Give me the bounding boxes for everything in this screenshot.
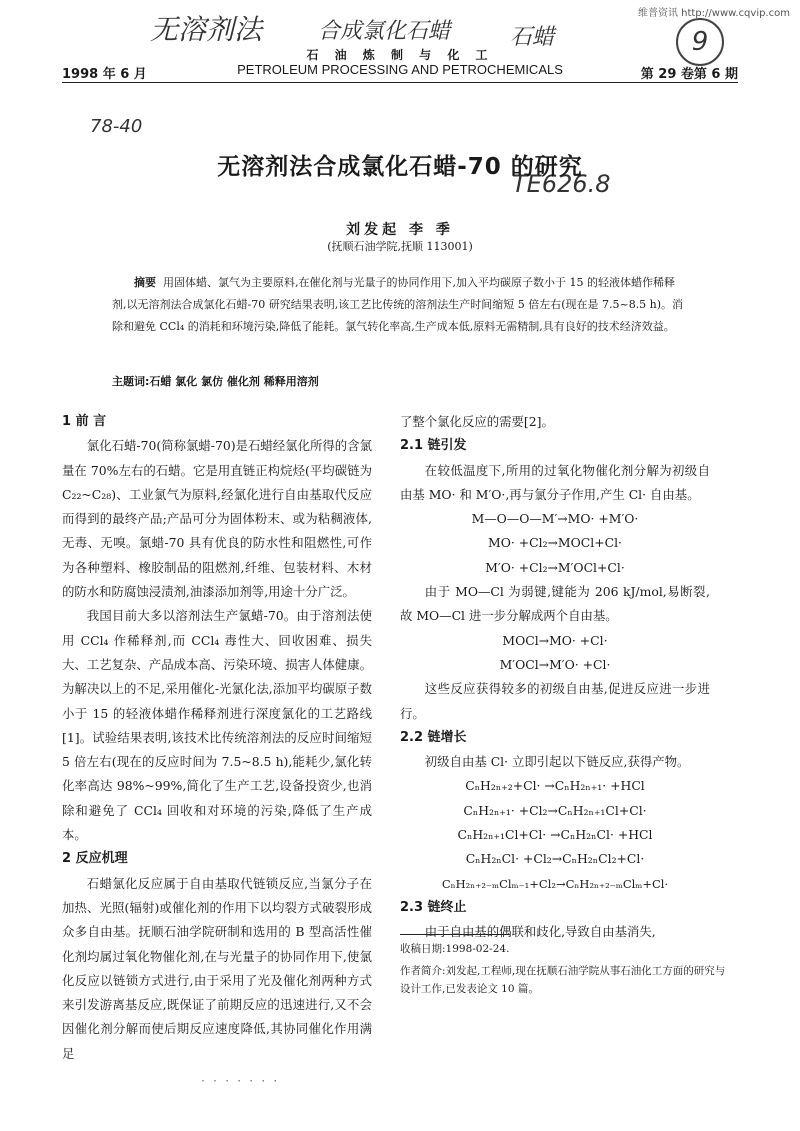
section-heading-introduction: 1 前 言 [62,414,107,429]
equation: CₙH₂ₙ₊₂+Cl· →CₙH₂ₙ₊₁· +HCl [465,778,645,794]
abstract-label: 摘要 [134,276,156,289]
equation: CₙH₂ₙCl· +Cl₂→CₙH₂ₙCl₂+Cl· [465,851,645,867]
paragraph: 石蜡氯化反应属于自由基取代链锁反应,当氯分子在加热、光照(辐射)或催化剂的作用下以均裂方式破裂形成众多自由基。抚顺石油学院研制和选用的 B 型高活性催化剂均属过氧化物催化剂,在与光量子的协同作用下,使氯化反应以链锁方式进行,由于采用了光及催化剂两种方式来引发游离基反应,既保证了前期反应的迅速进行,又不会因催化剂分解而使后期反应速度降低,其协同催化作用满足 [62,875,372,1061]
keywords [112,373,688,389]
left-column [62,410,372,1066]
paragraph: 由于 MO—Cl 为弱键,键能为 206 kJ/mol,易断裂,故 MO—Cl 进一步分解成两个自由基。 [400,584,710,624]
scan-marks: · · · · · · · [200,1076,279,1087]
paragraph: 在较低温度下,所用的过氧化物催化剂分解为初级自由基 MO· 和 M′O·,再与氯分子作用,产生 Cl· 自由基。 [400,462,710,502]
handwritten-note-keyword: 石蜡 [510,25,555,50]
paragraph: 这些反应获得较多的初级自由基,促进反应进一步进行。 [400,681,710,721]
footnote-author-bio: 作者简介:刘发起,工程师,现在抚顺石油学院从事石油化工方面的研究与设计工作,已发表论文 10 篇。 [400,965,726,995]
section-heading-chain-propagation: 2.2 链增长 [400,729,467,745]
authors: 刘发起 李 季 [346,222,454,238]
article-title: 无溶剂法合成氯化石蜡-70 的研究 [217,154,583,180]
equation: M′OCl→M′O· +Cl· [499,656,611,672]
equation: M—O—O—M′→MO· +M′O· [471,511,639,527]
abstract [112,272,688,338]
affiliation: (抚顺石油学院,抚顺 113001) [327,240,473,253]
handwritten-note-method: 无溶剂法 [150,13,263,46]
footnote-received: 收稿日期:1998-02-24. [400,943,510,955]
volume-issue: 第 29 卷第 6 期 [640,67,738,82]
section-heading-chain-initiation: 2.1 链引发 [400,438,467,454]
keywords-label: 主题词: [112,375,150,388]
right-column [400,410,710,945]
handwritten-classification-code: TE626.8 [512,170,611,198]
paragraph: 氯化石蜡-70(简称氯蜡-70)是石蜡经氯化所得的含氯量在 70%左右的石蜡。它是用直链正构烷烃(平均碳链为 C₂₂~C₂₈)、工业氯气为原料,经氯化进行自由基取代反应而得到的最终产品;产品可分为固体粉末、或为粘稠液体,无毒、无嗅。氯蜡-70 具有优良的防水性和阻燃性,可作为各种塑料、橡胶制品的阻燃剂,纤维、包装材料、木材的防水和防腐蚀浸渍剂,油漆添加剂等,用途十分广泛。 [62,438,372,600]
footnote-rule [400,934,510,935]
section-heading-mechanism: 2 反应机理 [62,851,128,867]
abstract-text: 用固体蜡、氯气为主要原料,在催化剂与光量子的协同作用下,加入平均碳原子数小于 15 的轻液体蜡作稀释剂,以无溶剂法合成氯化石蜡-70 研究结果表明,该工艺比传统的溶剂法生产时间缩短 5 倍左右(现在是 7.5~8.5 h)。消除和避免 CCl₄ 的消耗和环境污染,降低了能耗。氯气转化率高,生产成本低,原料无需精制,具有良好的技术经济效益。 [112,276,684,333]
section-heading-chain-termination: 2.3 链终止 [400,899,467,915]
header-rule [62,82,738,83]
paragraph: 了整个氯化反应的需要[2]。 [400,414,554,429]
paragraph: 我国目前大多以溶剂法生产氯蜡-70。由于溶剂法使用 CCl₄ 作稀释剂,而 CCl₄ 毒性大、回收困难、损失大、工艺复杂、产品成本高、污染环境、损害人体健康。为解决以上的不足,采用催化-光氯化法,添加平均碳原子数小于 15 的轻液体蜡作稀释剂进行深度氯化的工艺路线[1]。试验结果表明,该技术比传统溶剂法的反应时间缩短 5 倍左右(现在的反应时间为 7.5~8.5 h),能耗少,氯化转化率高达 98%~99%,简化了生产工艺,设备投资少,也消除和避免了 CCl₄ 回收和对环境的污染,降低了生产成本。 [62,608,372,843]
paragraph: 初级自由基 Cl· 立即引起以下链反应,获得产物。 [424,754,690,770]
paragraph: 由于自由基的偶联和歧化,导致自由基消失, [424,924,656,940]
equation: MOCl→MO· +Cl· [502,632,608,648]
journal-name-cn: 石 油 炼 制 与 化 工 [306,48,494,62]
journal-name-en: PETROLEUM PROCESSING AND PETROCHEMICALS [237,62,563,77]
equation: MO· +Cl₂→MOCl+Cl· [488,535,622,551]
handwritten-note-topic: 合成氯化石蜡 [318,19,451,44]
handwritten-code-left: 78-40 [90,116,143,137]
keywords-list: 石蜡 氯化 氯仿 催化剂 稀释用溶剂 [149,375,319,388]
handwritten-circle-number: 9 [676,18,724,66]
equation: CₙH₂ₙ₊₂₋ₘClₘ₋₁+Cl₂→CₙH₂ₙ₊₂₋ₘClₘ+Cl· [441,876,669,891]
watermark: 维普资讯 http://www.cqvip.com [637,8,790,19]
issue-date: 1998 年 6 月 [62,67,147,82]
equation: CₙH₂ₙ₊₁· +Cl₂→CₙH₂ₙ₊₁Cl+Cl· [463,802,647,818]
equation: CₙH₂ₙ₊₁Cl+Cl· →CₙH₂ₙCl· +HCl [457,827,653,843]
equation: M′O· +Cl₂→M′OCl+Cl· [485,559,625,575]
